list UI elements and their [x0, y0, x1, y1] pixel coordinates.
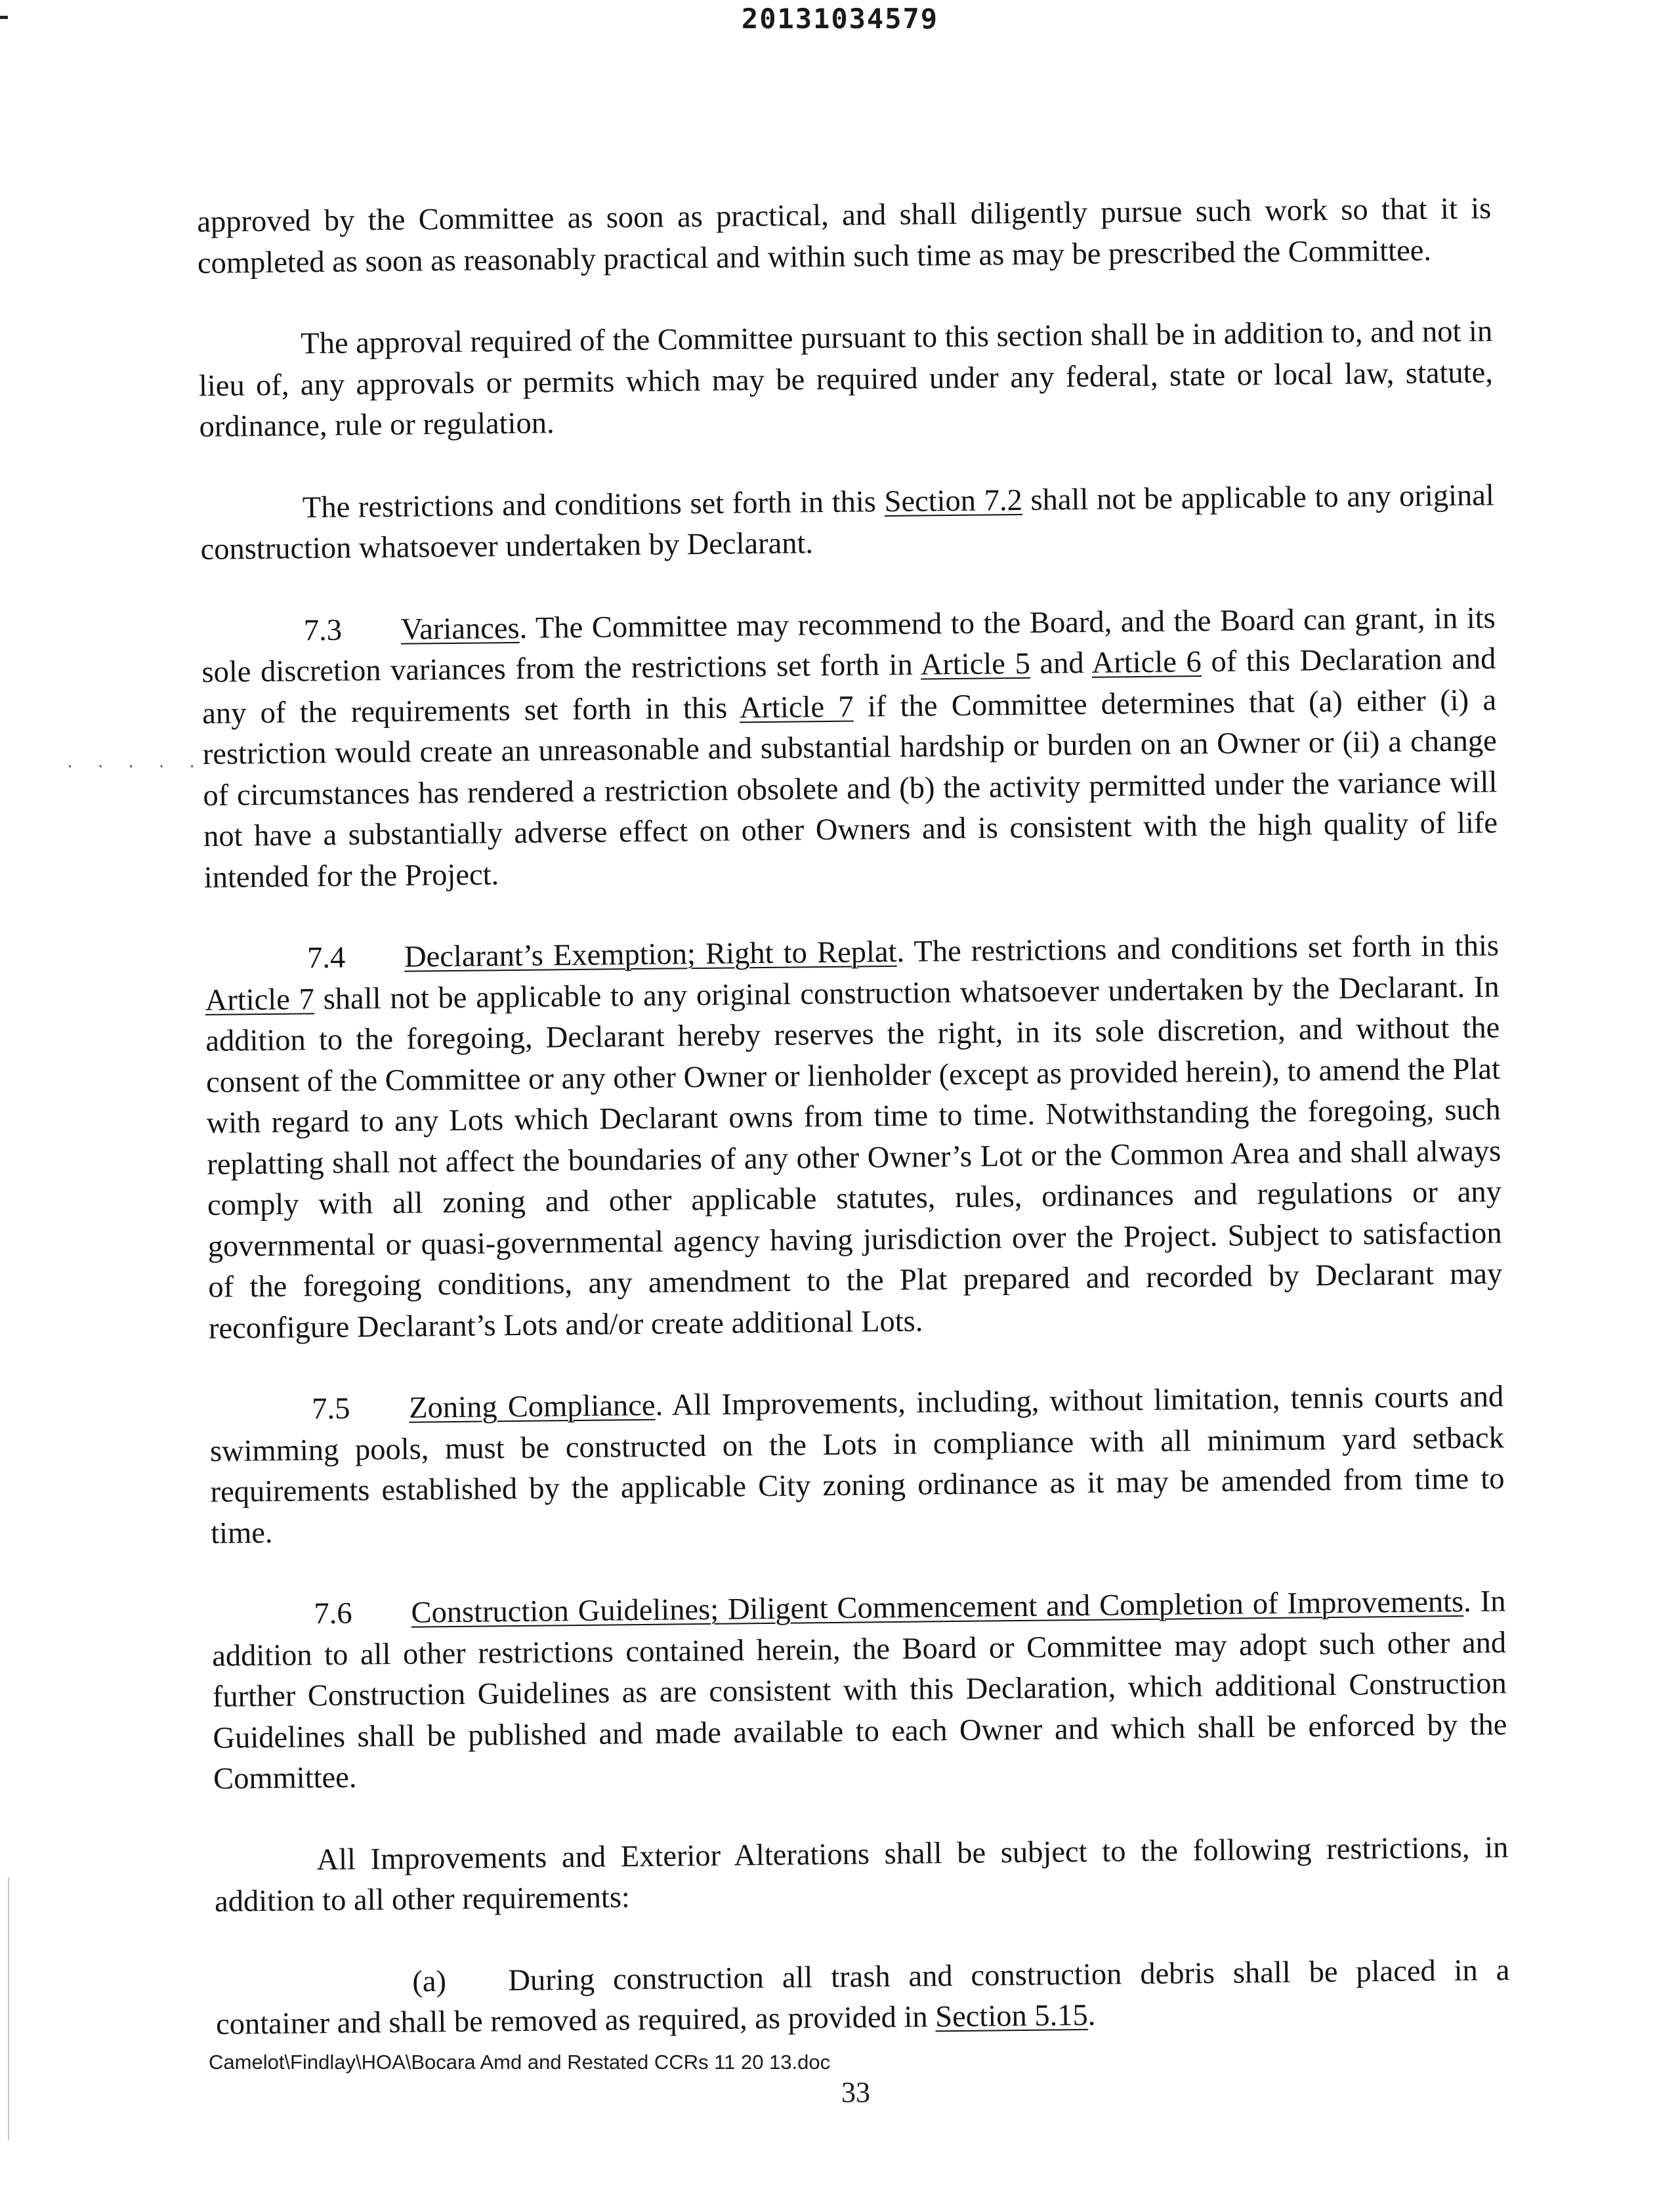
article-reference: Article 6	[1091, 645, 1202, 680]
section-7-6: 7.6 Construction Guidelines; Diligent Commencement and Completion of Improvements. In addition to all other restrictions contained herein, the Board or Committee may adopt such other and further Construction Guidelines as are consistent with this Declaration, which additional Construction Guidelines shall be published and made available to each Owner and which shall be enforced by the Committee.	[211, 1585, 1507, 1796]
footer-file-path: Camelot\Findlay\HOA\Bocara Amd and Restated CCRs 11 20 13.doc	[209, 2051, 831, 2074]
section-title: Construction Guidelines; Diligent Commencement and Completion of Improvements	[411, 1585, 1464, 1630]
paragraph-all-improvements: All Improvements and Exterior Alterations shall be subject to the following restrictions, in addition to all other requirements:	[214, 1830, 1509, 1919]
article-reference: Article 7	[739, 690, 854, 725]
list-item-marker: (a)	[412, 1964, 447, 1999]
document-number: 20131034579	[741, 3, 939, 35]
section-7-4: 7.4 Declarant’s Exemption; Right to Replat. The restrictions and conditions set forth in this Article 7 shall not be applicable to any original construction whatsoever undertaken by the Declarant. In addition to the foregoing, Declarant hereby reserves the right, in its sole discretion, and without the consent of the Committee or any other Owner or lienholder (except as provided herein), to amend the Plat with regard to any Lots which Declarant owns from time to time. Notwithstanding the foregoing, such replatting shall not affect the boundaries of any other Owner’s Lot or the Common Area and shall always comply with all zoning and other applicable statutes, rules, ordinances and regulations or any governmental or quasi-governmental agency having jurisdiction over the Project. Subject to satisfaction of the foregoing conditions, any amendment to the Plat prepared and recorded by Declarant may reconfigure Declarant’s Lots and/or create additional Lots.	[205, 929, 1503, 1346]
section-number: 7.6	[314, 1596, 352, 1631]
list-item-a: (a) During construction all trash and construction debris shall be placed in a container and shall be removed as required, as provided in Section 5.15.	[215, 1953, 1510, 2041]
scan-margin-marks: . . . . .	[66, 755, 203, 771]
section-title: Declarant’s Exemption; Right to Replat	[404, 935, 897, 974]
section-title: Variances	[400, 611, 520, 647]
section-reference: Section 5.15	[934, 1998, 1089, 2034]
section-7-3: 7.3 Variances. The Committee may recommend to the Board, and the Board can grant, in its sole discretion variances from the restrictions set forth in Article 5 and Article 6 of this Declaration and any of the requirements set forth in this Article 7 if the Committee determines that (a) either (i) a restriction would create an unreasonable and substantial hardship or burden on an Owner or (ii) a change of circumstances has rendered a restriction obsolete and (b) the activity permitted under the variance will not have a substantially adverse effect on other Owners and is consistent with the high quality of life intended for the Project.	[201, 601, 1498, 895]
section-number: 7.3	[303, 613, 343, 647]
section-number: 7.5	[311, 1392, 350, 1426]
document-body	[197, 188, 1511, 2086]
section-reference: Section 7.2	[884, 483, 1023, 519]
section-title: Zoning Compliance	[408, 1388, 656, 1425]
page-number: 33	[841, 2076, 870, 2108]
article-reference: Article 7	[205, 982, 315, 1017]
section-number: 7.4	[306, 941, 346, 975]
paragraph-approval: The approval required of the Committee pursuant to this section shall be in addition to, and not in lieu of, any approvals or permits which may be required under any federal, state or local law, statute, ordinance, rule or regulation.	[198, 314, 1494, 444]
section-7-5: 7.5 Zoning Compliance. All Improvements, including, without limitation, tennis courts and swimming pools, must be constructed on the Lots in compliance with all minimum yard setback requirements established by the applicable City zoning ordinance as it may be amended from time to time.	[209, 1380, 1505, 1550]
paragraph-restrictions: The restrictions and conditions set forth in this Section 7.2 shall not be applicable to any original construction whatsoever undertaken by Declarant.	[200, 478, 1495, 566]
paragraph-continuation: approved by the Committee as soon as practical, and shall diligently pursue such work so that it is completed as soon as reasonably practical and within such time as may be prescribed the Committee.	[197, 192, 1492, 280]
article-reference: Article 5	[920, 647, 1031, 682]
scan-edge-line	[8, 1877, 9, 2140]
